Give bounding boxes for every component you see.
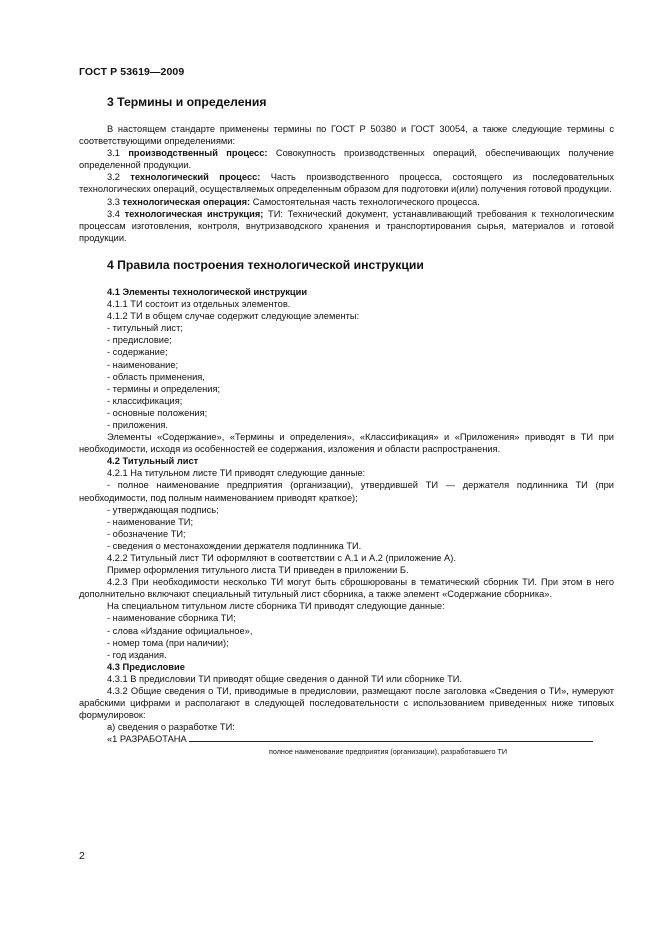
collection-intro: На специальном титульном листе сборника ТИ приводят следующие данные: (107, 601, 445, 612)
developed-caption: полное наименование предприятия (организации), разработавшего ТИ (269, 746, 508, 756)
item-a: а) сведения о разработке ТИ: (107, 722, 235, 733)
elements-note: Элементы «Содержание», «Термины и определения», «Классификация» и «Приложения» приводят в ТИ при необходимости, исходя из особенностей ее содержания, изложения и области распространения. (79, 432, 614, 455)
document-header: ГОСТ Р 53619—2009 (79, 66, 185, 78)
clause-4-1-1: 4.1.1 ТИ состоит из отдельных элементов. (107, 299, 291, 310)
term-3-3: 3.3 технологическая операция: Самостоятельная часть технологического процесса. (107, 196, 480, 207)
clause-4-1-2: 4.1.2 ТИ в общем случае содержит следующие элементы: (107, 311, 360, 322)
list-item: - наименование; (107, 359, 179, 370)
list-item: - утверждающая подпись; (107, 504, 219, 515)
subsection-4-2-title: 4.2 Титульный лист (107, 456, 199, 467)
fill-in-line (189, 733, 593, 742)
list-item: - область применения, (107, 371, 205, 382)
clause-4-2-1: 4.2.1 На титульном листе ТИ приводят следующие данные: (107, 468, 366, 479)
term-3-1: 3.1 производственный процесс: Совокупность производственных операций, обеспечивающих получение определенной продукции. (79, 148, 614, 171)
page-number: 2 (79, 850, 85, 862)
list-item: - номер тома (при наличии); (107, 637, 229, 648)
list-item: - титульный лист; (107, 323, 183, 334)
term-3-4: 3.4 технологическая инструкция; ТИ: Технический документ, устанавливающий требования к технологическим процессам изготовления, контроля, внутризаводского хранения и транспортирования сырья, материалов и готовой продукции. (79, 208, 614, 243)
clause-4-2-3: 4.2.3 При необходимости несколько ТИ могут быть сброшюрованы в тематический сборник ТИ. При этом в него дополнительно включают специальный титульный лист сборника, а также элемент «Содержание сборника». (79, 577, 614, 600)
section-3-intro: В настоящем стандарте применены термины по ГОСТ Р 50380 и ГОСТ 30054, а также следующие термины с соответствующими определениями: (79, 124, 614, 147)
list-item: - обозначение ТИ; (107, 528, 186, 539)
list-item: - полное наименование предприятия (организации), утвердившей ТИ — держателя подлинника ТИ (при необходимости, под полным наименованием приводят краткое); (79, 480, 614, 503)
list-item: - наименование ТИ; (107, 516, 194, 527)
title-page-list (79, 479, 614, 552)
clause-4-2-2: 4.2.2 Титульный лист ТИ оформляют в соответствии с А.1 и А.2 (приложение А). (107, 553, 456, 563)
clause-4-2-2-example: Пример оформления титульного листа ТИ приведен в приложении Б. (107, 565, 409, 576)
list-item: - предисловие; (107, 335, 172, 346)
list-item: - классификация; (107, 395, 183, 406)
subsection-4-3-title: 4.3 Предисловие (107, 661, 185, 672)
list-item: - сведения о местонахождении держателя подлинника ТИ. (107, 540, 362, 551)
term-3-2: 3.2 технологический процесс: Часть производственного процесса, состоящего из последовательных технологических операций, осуществляемых определенным образом для подготовки и(или) получения готовой продукции. (79, 172, 615, 195)
list-item: - наименование сборника ТИ; (107, 613, 236, 624)
list-item: - содержание; (107, 347, 168, 358)
list-item: - термины и определения; (107, 383, 221, 394)
page-content (79, 90, 614, 757)
clause-4-3-2: 4.3.2 Общие сведения о ТИ, приводимые в предисловии, размещают после заголовка «Сведения о ТИ», нумеруют арабскими цифрами и располагают в следующей последовательности с использованием приведенных ниже типовых формулировок: (79, 686, 614, 721)
developed-label: «1 РАЗРАБОТАНА (107, 734, 187, 745)
list-item: - основные положения; (107, 407, 208, 418)
subsection-4-1-title: 4.1 Элементы технологической инструкции (107, 286, 308, 297)
list-item: - год издания. (107, 649, 167, 660)
developed-line (79, 733, 614, 745)
clause-4-3-1: 4.3.1 В предисловии ТИ приводят общие сведения о данной ТИ или сборнике ТИ. (107, 673, 463, 684)
list-item: - приложения. (107, 419, 169, 430)
section-4-title: 4 Правила построения технологической инструкции (107, 257, 424, 272)
section-3-title: 3 Термины и определения (107, 95, 267, 109)
collection-list (79, 612, 614, 660)
elements-list (79, 322, 614, 431)
list-item: - слова «Издание официальное», (107, 625, 253, 636)
